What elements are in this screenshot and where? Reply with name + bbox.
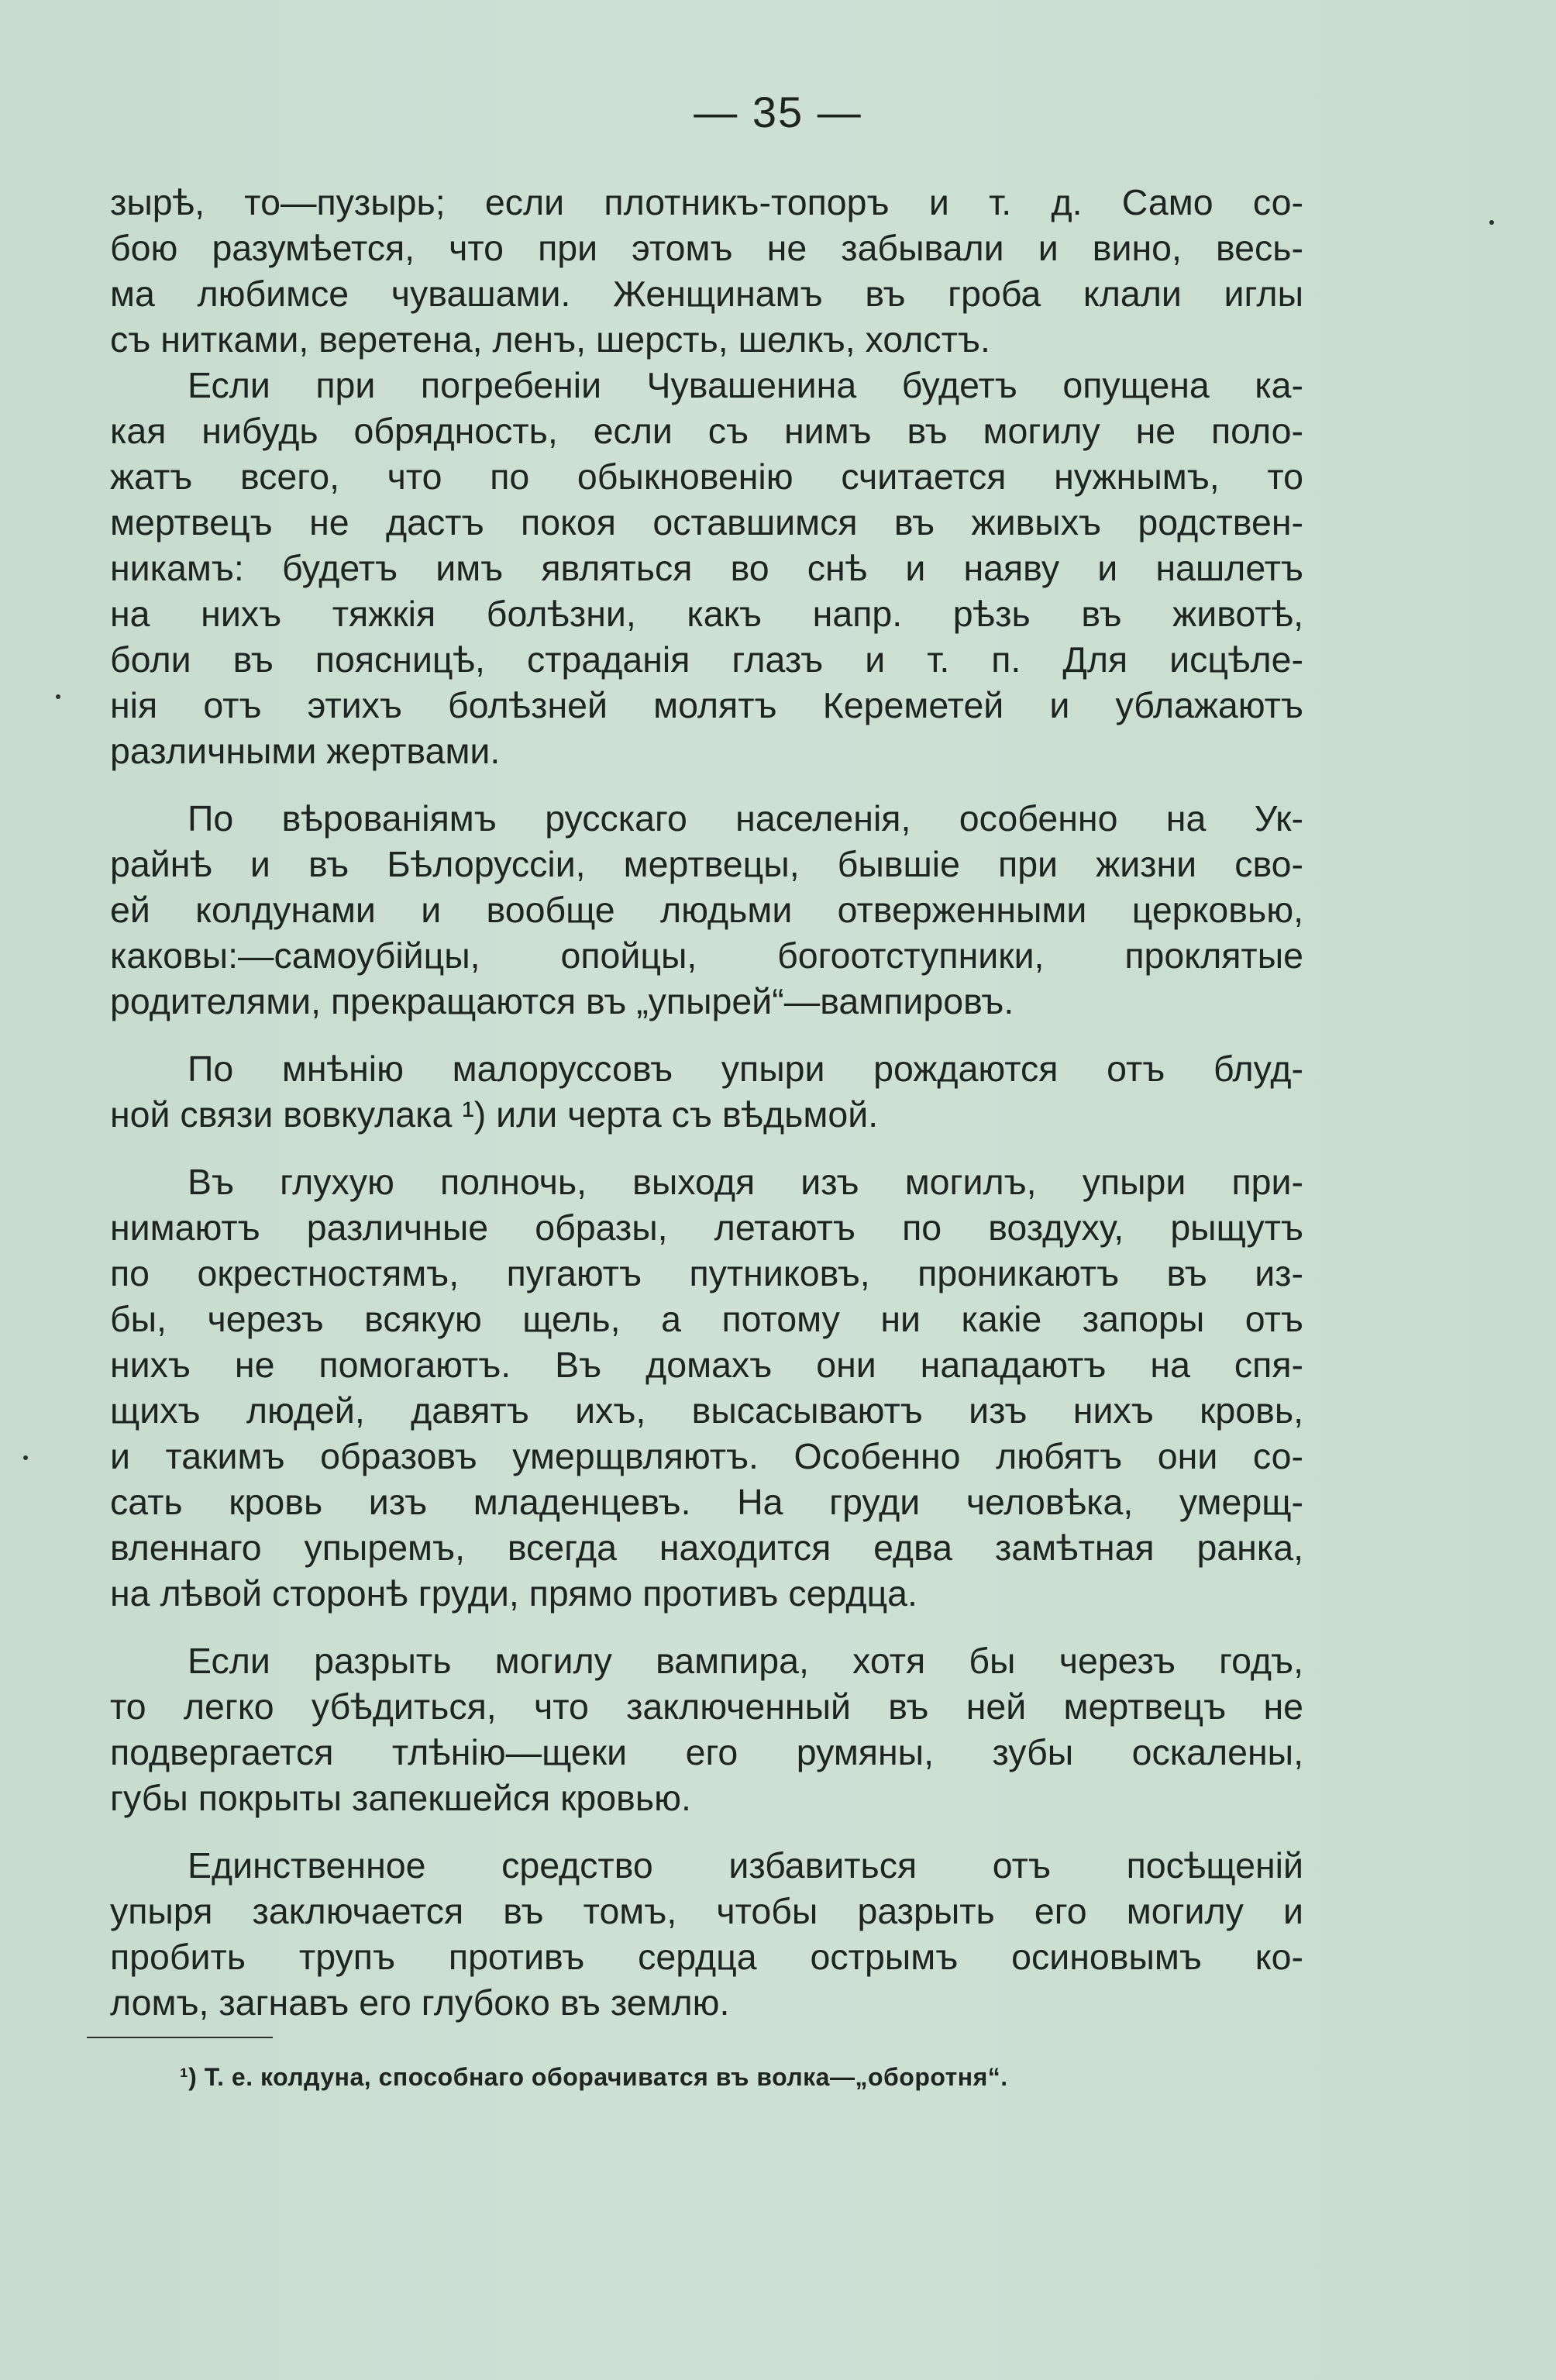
text-line: на нихъ тяжкія болѣзни, какъ напр. рѣзь въ животѣ,: [110, 594, 1303, 634]
text-line: ной связи вовкулака ¹) или черта съ вѣдьмой.: [110, 1094, 879, 1135]
text-line: то легко убѣдиться, что заключенный въ ней мертвецъ не: [110, 1686, 1303, 1727]
text-line: жатъ всего, что по обыкновенію считается нужнымъ, то: [110, 456, 1303, 497]
text-line: Въ глухую полночь, выходя изъ могилъ, упыри при-: [188, 1162, 1303, 1202]
text-line: нихъ не помогаютъ. Въ домахъ они нападаютъ на спя-: [110, 1345, 1303, 1385]
text-line: Если разрыть могилу вампира, хотя бы черезъ годъ,: [188, 1641, 1303, 1681]
text-line: никамъ: будетъ имъ являться во снѣ и наяву и нашлетъ: [110, 548, 1303, 588]
text-line: съ нитками, веретена, ленъ, шерсть, шелкъ, холстъ.: [110, 319, 990, 360]
text-line: кая нибудь обрядность, если съ нимъ въ могилу не поло-: [110, 411, 1303, 451]
text-line: пробить трупъ противъ сердца острымъ осиновымъ ко-: [110, 1937, 1303, 1977]
footnote-divider: [87, 2037, 273, 2038]
page-number: — 35 —: [694, 88, 862, 136]
footnote: ¹) Т. е. колдуна, способнаго оборачиватся въ волка—„оборотня“.: [180, 2063, 1008, 2091]
paragraph-7: [110, 1843, 1303, 2026]
text-line: мертвецъ не дастъ покоя оставшимся въ живыхъ родствен-: [110, 502, 1303, 542]
text-line: губы покрыты запекшейся кровью.: [110, 1778, 691, 1818]
paper-speck: [1489, 220, 1494, 225]
paper-speck: [23, 1455, 28, 1460]
text-line: Если при погребеніи Чувашенина будетъ опущена ка-: [188, 365, 1303, 405]
text-line: по окрестностямъ, пугаютъ путниковъ, проникаютъ въ из-: [110, 1253, 1303, 1293]
text-line: По мнѣнію малоруссовъ упыри рождаются отъ блуд-: [188, 1049, 1303, 1089]
paragraph-2: [110, 363, 1303, 774]
text-line: подвергается тлѣнію—щеки его румяны, зубы оскалены,: [110, 1732, 1303, 1772]
paragraph-6: [110, 1638, 1303, 1821]
body-text: [110, 180, 1303, 2026]
text-line: вленнаго упыремъ, всегда находится едва замѣтная ранка,: [110, 1528, 1303, 1568]
text-line: бою разумѣется, что при этомъ не забывали и вино, весь-: [110, 228, 1303, 268]
text-line: нія отъ этихъ болѣзней молятъ Кереметей и ублажаютъ: [110, 685, 1303, 725]
text-line: ей колдунами и вообще людьми отверженными церковью,: [110, 890, 1303, 930]
paragraph-4: [110, 1046, 1303, 1138]
text-line: сать кровь изъ младенцевъ. На груди человѣка, умерщ-: [110, 1482, 1303, 1522]
text-line: По вѣрованіямъ русскаго населенія, особенно на Ук-: [188, 798, 1303, 839]
text-line: ма любимсе чувашами. Женщинамъ въ гроба клали иглы: [110, 274, 1303, 314]
text-line: ломъ, загнавъ его глубоко въ землю.: [110, 1982, 730, 2023]
paper-speck: [56, 694, 60, 699]
paragraph-5: [110, 1159, 1303, 1617]
text-line: на лѣвой сторонѣ груди, прямо противъ сердца.: [110, 1573, 917, 1614]
text-line: бы, черезъ всякую щель, а потому ни какіе запоры отъ: [110, 1299, 1303, 1339]
text-line: нимаютъ различные образы, летаютъ по воздуху, рыщутъ: [110, 1207, 1303, 1248]
text-line: различными жертвами.: [110, 731, 501, 771]
text-line: упыря заключается въ томъ, чтобы разрыть его могилу и: [110, 1891, 1303, 1931]
paragraph-1: [110, 180, 1303, 363]
text-line: Единственное средство избавиться отъ посѣщеній: [188, 1845, 1303, 1886]
text-line: райнѣ и въ Бѣлоруссіи, мертвецы, бывшіе при жизни сво-: [110, 844, 1303, 884]
paragraph-3: [110, 796, 1303, 1025]
text-line: родителями, прекращаются въ „упырей“—вампировъ.: [110, 981, 1014, 1021]
text-line: щихъ людей, давятъ ихъ, высасываютъ изъ нихъ кровь,: [110, 1390, 1303, 1431]
text-line: каковы:—самоубійцы, опойцы, богоотступники, проклятые: [110, 935, 1303, 976]
text-line: боли въ поясницѣ, страданія глазъ и т. п. Для исцѣле-: [110, 639, 1303, 680]
text-line: и такимъ образовъ умерщвляютъ. Особенно любятъ они со-: [110, 1436, 1303, 1476]
text-line: зырѣ, то—пузырь; если плотникъ-топоръ и т. д. Само со-: [110, 182, 1303, 222]
